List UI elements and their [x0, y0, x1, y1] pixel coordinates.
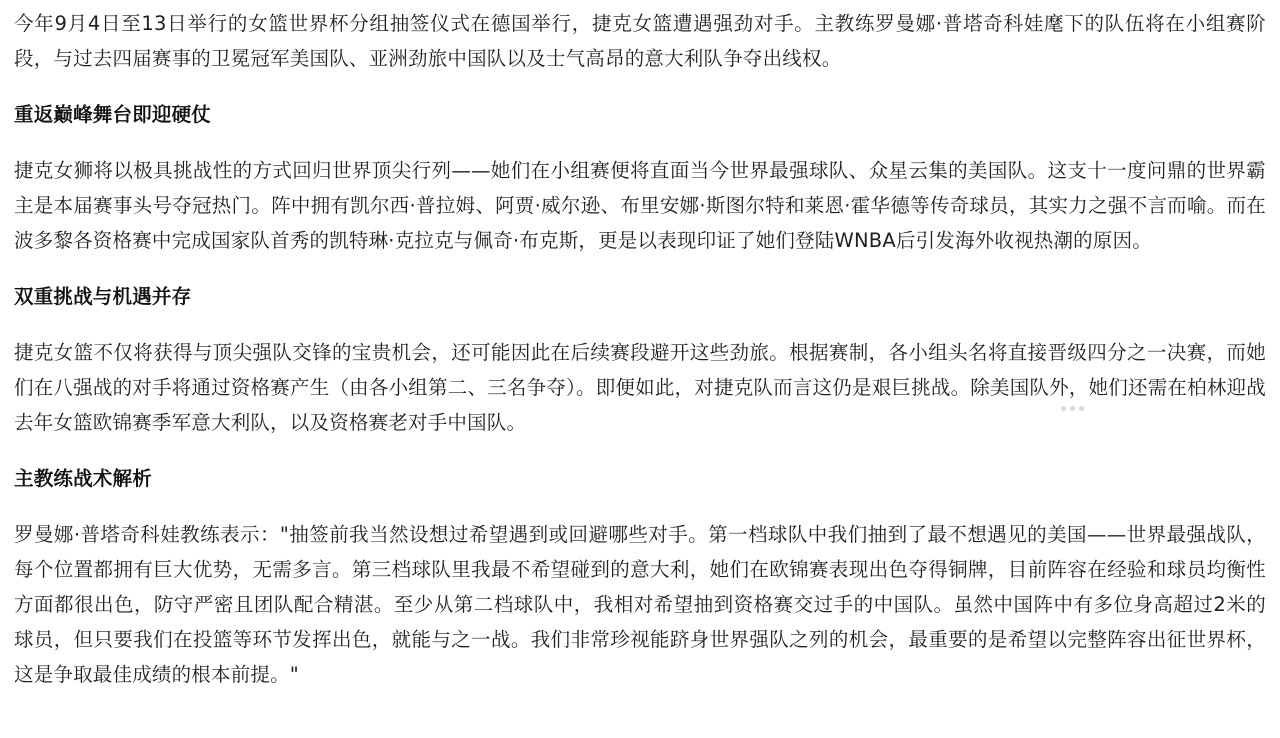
- dot: [1061, 406, 1066, 411]
- section-heading-challenge: 双重挑战与机遇并存: [14, 285, 192, 308]
- section-heading-coach: 主教练战术解析: [14, 467, 152, 490]
- dot: [1070, 406, 1075, 411]
- article-body: [14, 6, 1266, 692]
- dot: [1079, 406, 1084, 411]
- section-paragraph-comeback: 捷克女狮将以极具挑战性的方式回归世界顶尖行列——她们在小组赛便将直面当今世界最强球队、众星云集的美国队。这支十一度问鼎的世界霸主是本届赛事头号夺冠热门。阵中拥有凯尔西·普拉姆、阿贾·威尔逊、布里安娜·斯图尔特和莱恩·霍华德等传奇球员，其实力之强不言而喻。而在波多黎各资格赛中完成国家队首秀的凯特琳·克拉克与佩奇·布克斯，更是以表现印证了她们登陆WNBA后引发海外收视热潮的原因。: [14, 159, 1266, 252]
- section-heading-comeback: 重返巅峰舞台即迎硬仗: [14, 103, 212, 126]
- section-paragraph-coach: 罗曼娜·普塔奇科娃教练表示："抽签前我当然设想过希望遇到或回避哪些对手。第一档球队中我们抽到了最不想遇见的美国——世界最强战队，每个位置都拥有巨大优势，无需多言。第三档球队里我最不希望碰到的意大利，她们在欧锦赛表现出色夺得铜牌，目前阵容在经验和球员均衡性方面都很出色，防守严密且团队配合精湛。至少从第二档球队中，我相对希望抽到资格赛交过手的中国队。虽然中国阵中有多位身高超过2米的球员，但只要我们在投篮等环节发挥出色，就能与之一战。我们非常珍视能跻身世界强队之列的机会，最重要的是希望以完整阵容出征世界杯，这是争取最佳成绩的根本前提。": [14, 523, 1266, 686]
- intro-paragraph: 今年9月4日至13日举行的女篮世界杯分组抽签仪式在德国举行，捷克女篮遭遇强劲对手。主教练罗曼娜·普塔奇科娃麾下的队伍将在小组赛阶段，与过去四届赛事的卫冕冠军美国队、亚洲劲旅中国队以及士气高昂的意大利队争夺出线权。: [14, 12, 1266, 70]
- section-paragraph-challenge: 捷克女篮不仅将获得与顶尖强队交锋的宝贵机会，还可能因此在后续赛段避开这些劲旅。根据赛制，各小组头名将直接晋级四分之一决赛，而她们在八强战的对手将通过资格赛产生（由各小组第二、三名争夺）。即便如此，对捷克队而言这仍是艰巨挑战。除美国队外，她们还需在柏林迎战去年女篮欧锦赛季军意大利队，以及资格赛老对手中国队。: [14, 341, 1266, 434]
- ellipsis-dots-icon[interactable]: [1061, 406, 1084, 411]
